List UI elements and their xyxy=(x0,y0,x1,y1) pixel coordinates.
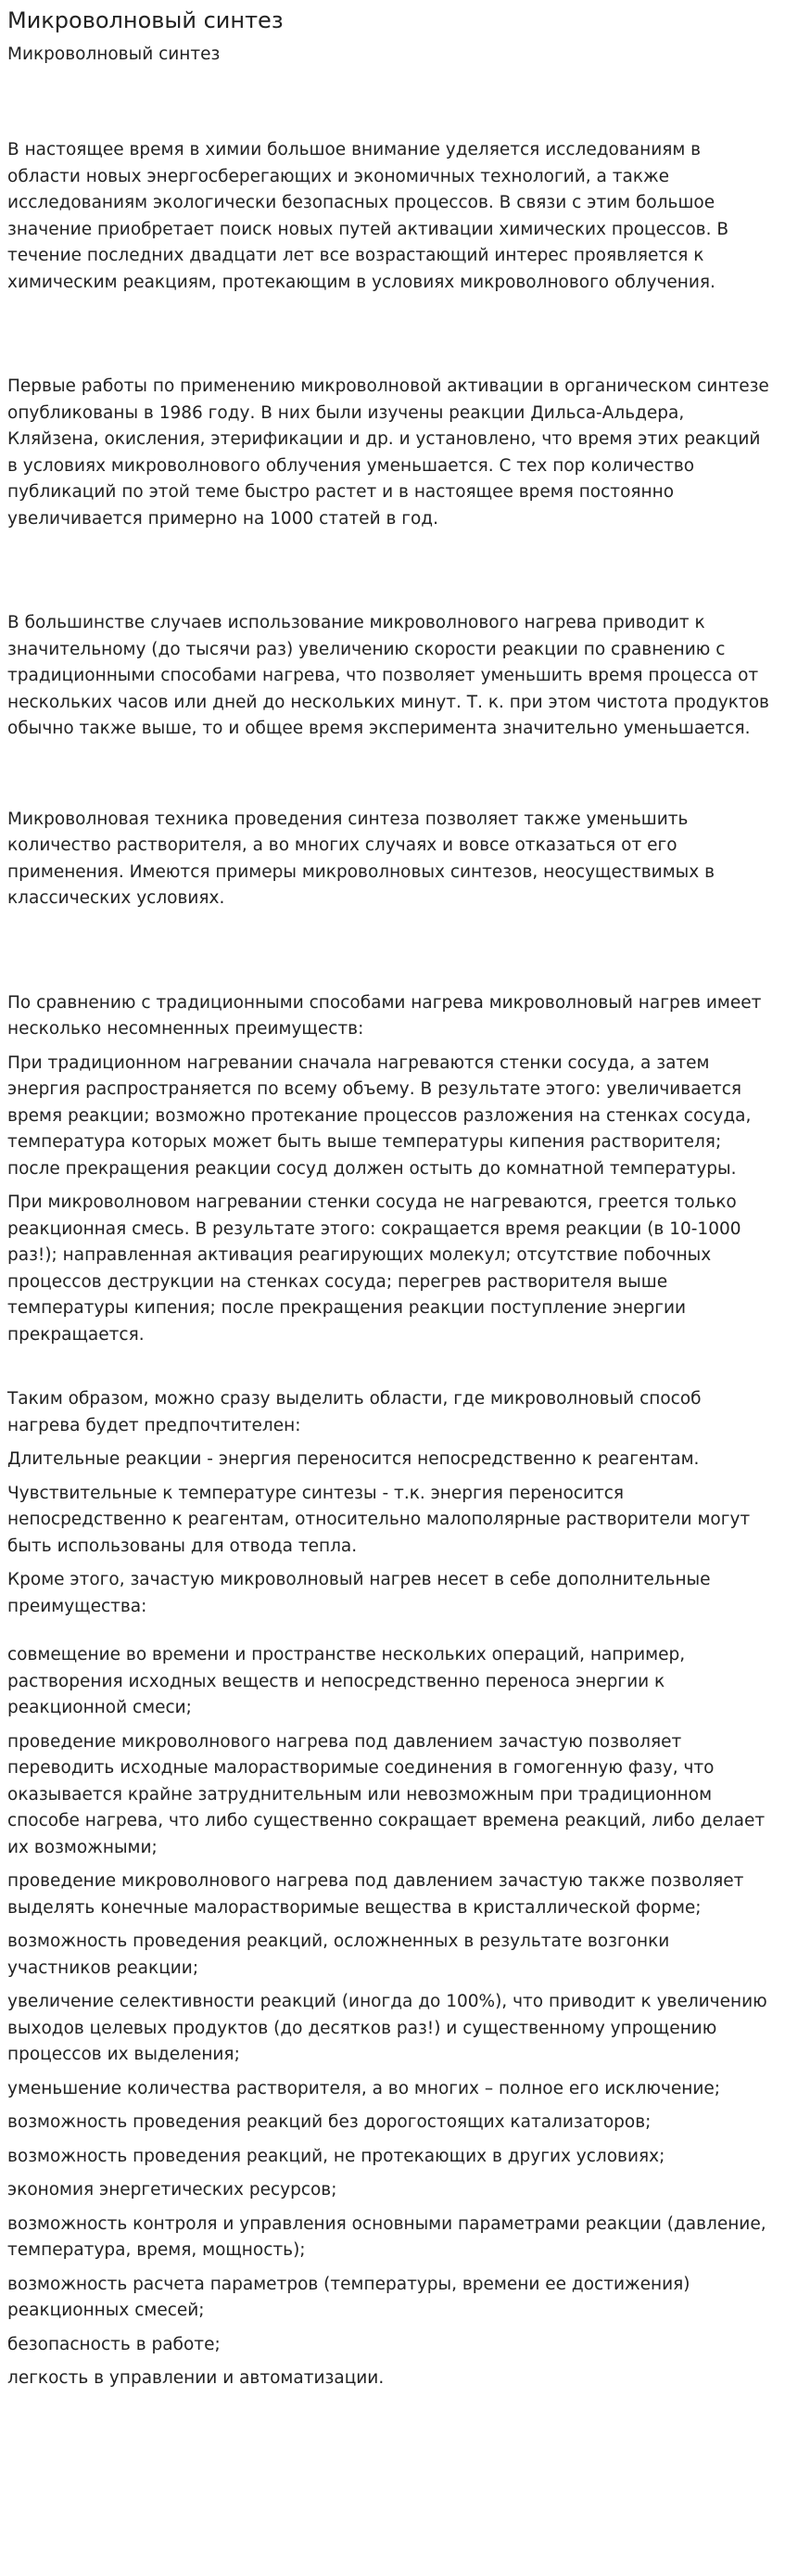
list-item: Длительные реакции - энергия переносится непосредственно к реагентам. xyxy=(7,1449,700,1469)
list-item: экономия энергетических ресурсов; xyxy=(7,2180,337,2200)
page-subtitle: Микроволновый синтез xyxy=(7,45,221,64)
paragraph-areas: Таким образом, можно сразу выделить области, где микроволновый способ нагрева будет предпочтителен: xyxy=(7,1389,702,1435)
paragraph-traditional: При традиционном нагревании сначала нагреваются стенки сосуда, а затем энергия распространяется по всему объему. В результате этого: увеличивается время реакции; возможно протекание процессов разложения на стенках сосуда, температура которых может быть выше температуры кипения растворителя; после прекращения реакции сосуд должен остыть до комнатной температуры. xyxy=(7,1052,752,1179)
page-title: Микроволновый синтез xyxy=(7,7,284,33)
list-item: совмещение во времени и пространстве нескольких операций, например, растворения исходных веществ и непосредственно переноса энергии к реакционной смеси; xyxy=(7,1645,686,1717)
paragraph-speed: В большинстве случаев использование микроволнового нагрева приводит к значительному (до тысячи раз) увеличению скорости реакции по сравнению с традиционными способами нагрева, что позволяет уменьшить время процесса от нескольких часов или дней до нескольких минут. Т. к. при этом чистота продуктов обычно также выше, то и общее время эксперимента значительно уменьшается. xyxy=(7,613,769,738)
paragraph-advantages: Кроме этого, зачастую микроволновый нагрев несет в себе дополнительные преимущества: xyxy=(7,1570,711,1616)
spacer xyxy=(7,920,775,990)
paragraph-comparison: По сравнению с традиционными способами нагрева микроволновый нагрев имеет несколько несомненных преимуществ: xyxy=(7,992,762,1039)
spacer xyxy=(7,67,775,137)
paragraph-microwave: При микроволновом нагревании стенки сосуда не нагреваются, греется только реакционная смесь. В результате этого: сокращается время реакции (в 10-1000 раз!); направленная активация реагирующих молекул; отсутствие побочных процессов деструкции на стенках сосуда; перегрев растворителя выше температуры кипения; после прекращения реакции поступление энергии прекращается. xyxy=(7,1192,741,1345)
list-item: возможность контроля и управления основными параметрами реакции (давление, температура, время, мощность); xyxy=(7,2213,766,2260)
paragraph-solvent: Микроволновая техника проведения синтеза позволяет также уменьшить количество растворителя, а во многих случаях и вовсе отказаться от его применения. Имеются примеры микроволновых синтезов, неосуществимых в классических условиях. xyxy=(7,809,715,908)
paragraph-intro: В настоящее время в химии большое внимание уделяется исследованиям в области новых энергосберегающих и экономичных технологий, а также исследованиям экологически безопасных процессов. В связи с этим большое значение приобретает поиск новых путей активации химических процессов. В течение последних двадцати лет все возрастающий интерес проявляется к химическим реакциям, протекающим в условиях микроволнового облучения. xyxy=(7,140,729,292)
spacer xyxy=(7,750,775,807)
list-item: проведение микроволнового нагрева под давлением зачастую позволяет переводить исходные малорастворимые соединения в гомогенную фазу, что оказывается крайне затруднительным или невозможным при традиционном способе нагрева, что либо существенно сокращает времена реакций, либо делает их возможными; xyxy=(7,1731,766,1857)
list-item: возможность проведения реакций, не протекающих в других условиях; xyxy=(7,2146,665,2166)
list-item: легкость в управлении и автоматизации. xyxy=(7,2368,385,2388)
spacer xyxy=(7,1627,775,1642)
list-item: уменьшение количества растворителя, а во многих – полное его исключение; xyxy=(7,2078,721,2098)
list-item: безопасность в работе; xyxy=(7,2334,221,2354)
list-item: возможность расчета параметров (температуры, времени ее достижения) реакционных смесей; xyxy=(7,2274,690,2320)
spacer xyxy=(7,1356,775,1386)
list-item: возможность проведения реакций, осложненных в результате возгонки участников реакции; xyxy=(7,1932,670,1978)
spacer xyxy=(7,303,775,374)
paragraph-history: Первые работы по применению микроволновой активации в органическом синтезе опубликованы в 1986 году. В них были изучены реакции Дильса-Альдера, Кляйзена, окисления, этерификации и др. и установлено, что время этих реакций в условиях микроволнового облучения уменьшается. С тех пор количество публикаций по этой теме быстро растет и в настоящее время постоянно увеличивается примерно на 1000 статей в год. xyxy=(7,376,769,529)
list-item: проведение микроволнового нагрева под давлением зачастую также позволяет выделять конечные малорастворимые вещества в кристаллической форме; xyxy=(7,1871,744,1918)
article xyxy=(7,0,775,2400)
list-item: увеличение селективности реакций (иногда до 100%), что приводит к увеличению выходов целевых продуктов (до десятков раз!) и существенному упрощению процессов их выделения; xyxy=(7,1992,767,2064)
spacer xyxy=(7,540,775,610)
list-item: Чувствительные к температуре синтезы - т.к. энергия переносится непосредственно к реагентам, относительно малополярные растворители могут быть использованы для отвода тепла. xyxy=(7,1483,751,1556)
list-item: возможность проведения реакций без дорогостоящих катализаторов; xyxy=(7,2112,652,2132)
